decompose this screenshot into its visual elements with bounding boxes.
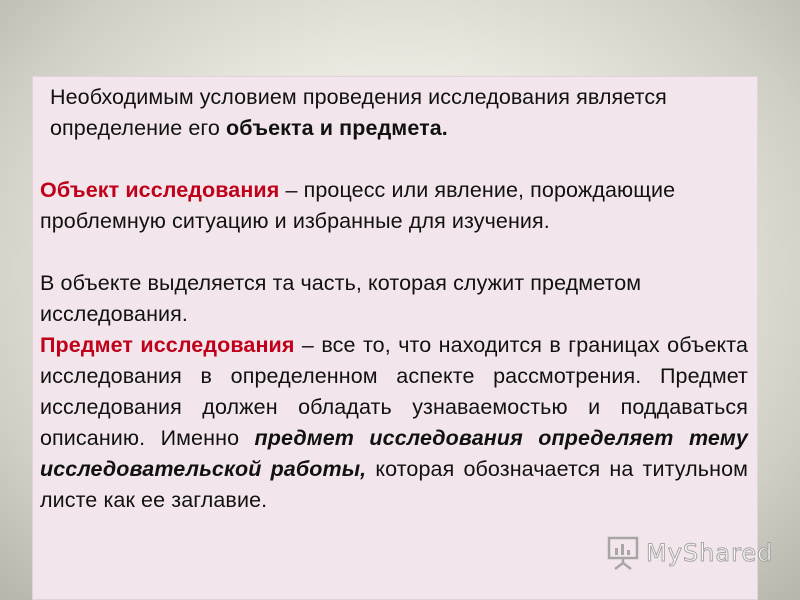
spacer bbox=[40, 144, 748, 175]
intro-paragraph bbox=[40, 82, 748, 144]
object-part-paragraph bbox=[40, 268, 748, 330]
slide-text bbox=[40, 82, 748, 516]
intro-bold-text: объекта и предмета. bbox=[226, 116, 448, 140]
subject-emphasis-text: предмет исследования определяет тему исследовательской работы, bbox=[40, 426, 748, 481]
object-part-text: В объекте выделяется та часть, которая служит предметом исследования. bbox=[40, 271, 642, 326]
watermark-text: MyShared bbox=[646, 539, 774, 567]
presentation-chart-icon bbox=[606, 535, 640, 571]
subject-definition-text: – все то, что находится в границах объекта исследования в определенном аспекте рассмотрения. Предмет исследования должен обладать узнаваемостью и поддаваться описанию. Именно bbox=[40, 333, 749, 450]
intro-text: Необходимым условием проведения исследования является определение его bbox=[50, 85, 667, 140]
object-term: Объект исследования bbox=[40, 178, 280, 202]
watermark bbox=[606, 535, 773, 571]
subject-ending-text: которая обозначается на титульном листе как ее заглавие. bbox=[40, 457, 749, 512]
object-definition-text: – процесс или явление, порождающие проблемную ситуацию и избранные для изучения. bbox=[40, 178, 676, 233]
object-definition-paragraph bbox=[40, 175, 748, 237]
spacer bbox=[40, 237, 748, 268]
subject-definition-paragraph bbox=[40, 330, 748, 516]
subject-term: Предмет исследования bbox=[40, 333, 295, 357]
